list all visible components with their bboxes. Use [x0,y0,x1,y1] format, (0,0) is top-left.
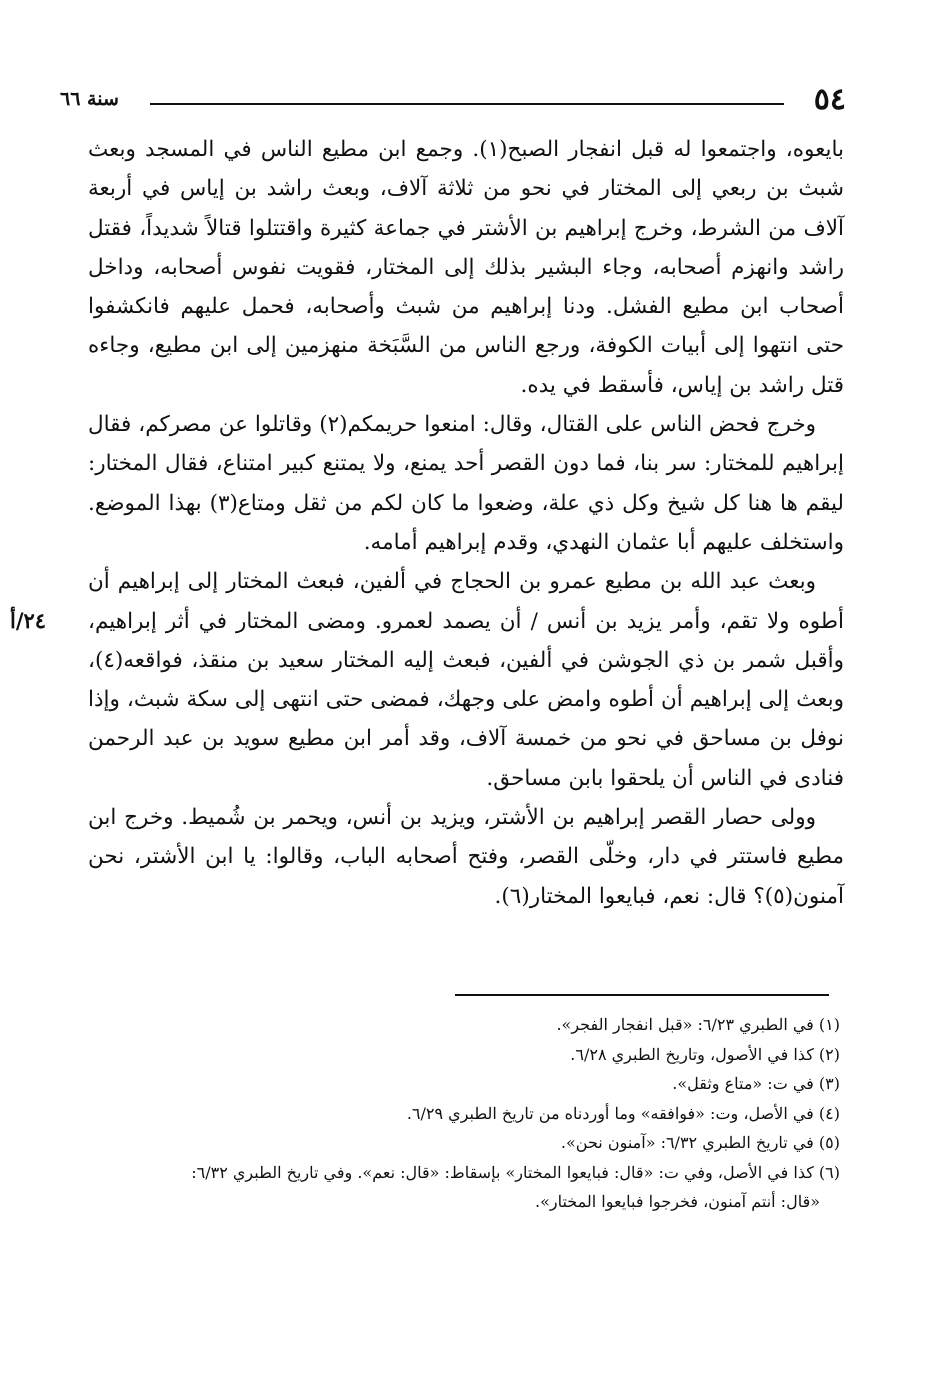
paragraph: وبعث عبد الله بن مطيع عمرو بن الحجاج في ألفين، فبعث المختار إلى إبراهيم أن أطوه ولا تقم، وأمر يزيد بن أنس / أن يصمد لعمرو. ومضى المختار في أثر إبراهيم، وأقبل شمر بن ذي الجوشن في ألفين، فبعث إليه المختار سعيد بن منقذ، فواقعه(٤)، وبعث إلى إبراهيم أن أطوه وامض على وجهك، فمضى حتى انتهى إلى سكة شبث، وإذا نوفل بن مساحق في نحو من خمسة آلاف، وقد أمر ابن مطيع سويد بن عبد الرحمن فنادى في الناس أن يلحقوا بابن مساحق. [88,569,844,791]
paragraph: بايعوه، واجتمعوا له قبل انفجار الصبح(١). وجمع ابن مطيع الناس في المسجد وبعث شبث بن ربعي إلى المختار في نحو من ثلاثة آلاف، وبعث راشد بن إياس في أربعة آلاف من الشرط، وخرج إبراهيم بن الأشتر في جماعة كثيرة واقتتلوا قتالاً شديداً، فقتل راشد وانهزم أصحابه، وجاء البشير بذلك إلى المختار، فقويت نفوس أصحابه، وداخل أصحاب ابن مطيع الفشل. ودنا إبراهيم من شبث وأصحابه، فحمل عليهم فانكشفوا حتى انتهوا إلى أبيات الكوفة، ورجع الناس من السَّبَخة منهزمين إلى ابن مطيع، وجاءه قتل راشد بن إياس، فأسقط في يده. [88,137,844,398]
footnote: (٤) في الأصل، وت: «فوافقه» وما أوردناه من تاريخ الطبري ٦/٢٩. [406,1103,840,1123]
footnote-separator [455,994,829,996]
footnote: (٣) في ت: «متاع وثقل». [672,1074,840,1093]
manuscript-folio-marker: ٢٤/أ [10,608,47,634]
running-title: سنة ٦٦ [60,88,119,110]
footnote: (١) في الطبري ٦/٢٣: «قبل انفجار الفجر». [556,1015,840,1034]
header-rule [150,103,784,105]
footnote-continuation: «قال: أنتم آمنون، فخرجوا فبايعوا المختار». [535,1192,820,1211]
main-text [10,130,844,916]
footnote: (٥) في تاريخ الطبري ٦/٣٢: «آمنون نحن». [560,1133,840,1152]
paragraph: وولى حصار القصر إبراهيم بن الأشتر، ويزيد بن أنس، ويحمر بن شُميط. وخرج ابن مطيع فاستتر في دار، وخلّى القصر، وفتح أصحابه الباب، وقالوا: يا ابن الأشتر، نحن آمنون(٥)؟ قال: نعم، فبايعوا المختار(٦). [88,805,844,909]
page-header [60,80,846,120]
page-number: ٥٤ [813,82,846,117]
paragraph: وخرج فحض الناس على القتال، وقال: امنعوا حريمكم(٢) وقاتلوا عن مصركم، فقال إبراهيم للمختار: سر بنا، فما دون القصر أحد يمنع، ولا يمتنع كبير امتناع، فقال المختار: ليقم ها هنا كل شيخ وكل ذي علة، وضعوا ما كان لكم من ثقل ومتاع(٣) بهذا الموضع. واستخلف عليهم أبا عثمان النهدي، وقدم إبراهيم أمامه. [88,412,844,555]
footnote: (٢) كذا في الأصول، وتاريخ الطبري ٦/٢٨. [570,1044,840,1064]
footnote: (٦) كذا في الأصل، وفي ت: «قال: فبايعوا المختار» بإسقاط: «قال: نعم». وفي تاريخ الطبري ٦/٣٢: [191,1162,840,1182]
paragraph-wrapper [10,562,844,798]
footnotes [88,1010,840,1217]
